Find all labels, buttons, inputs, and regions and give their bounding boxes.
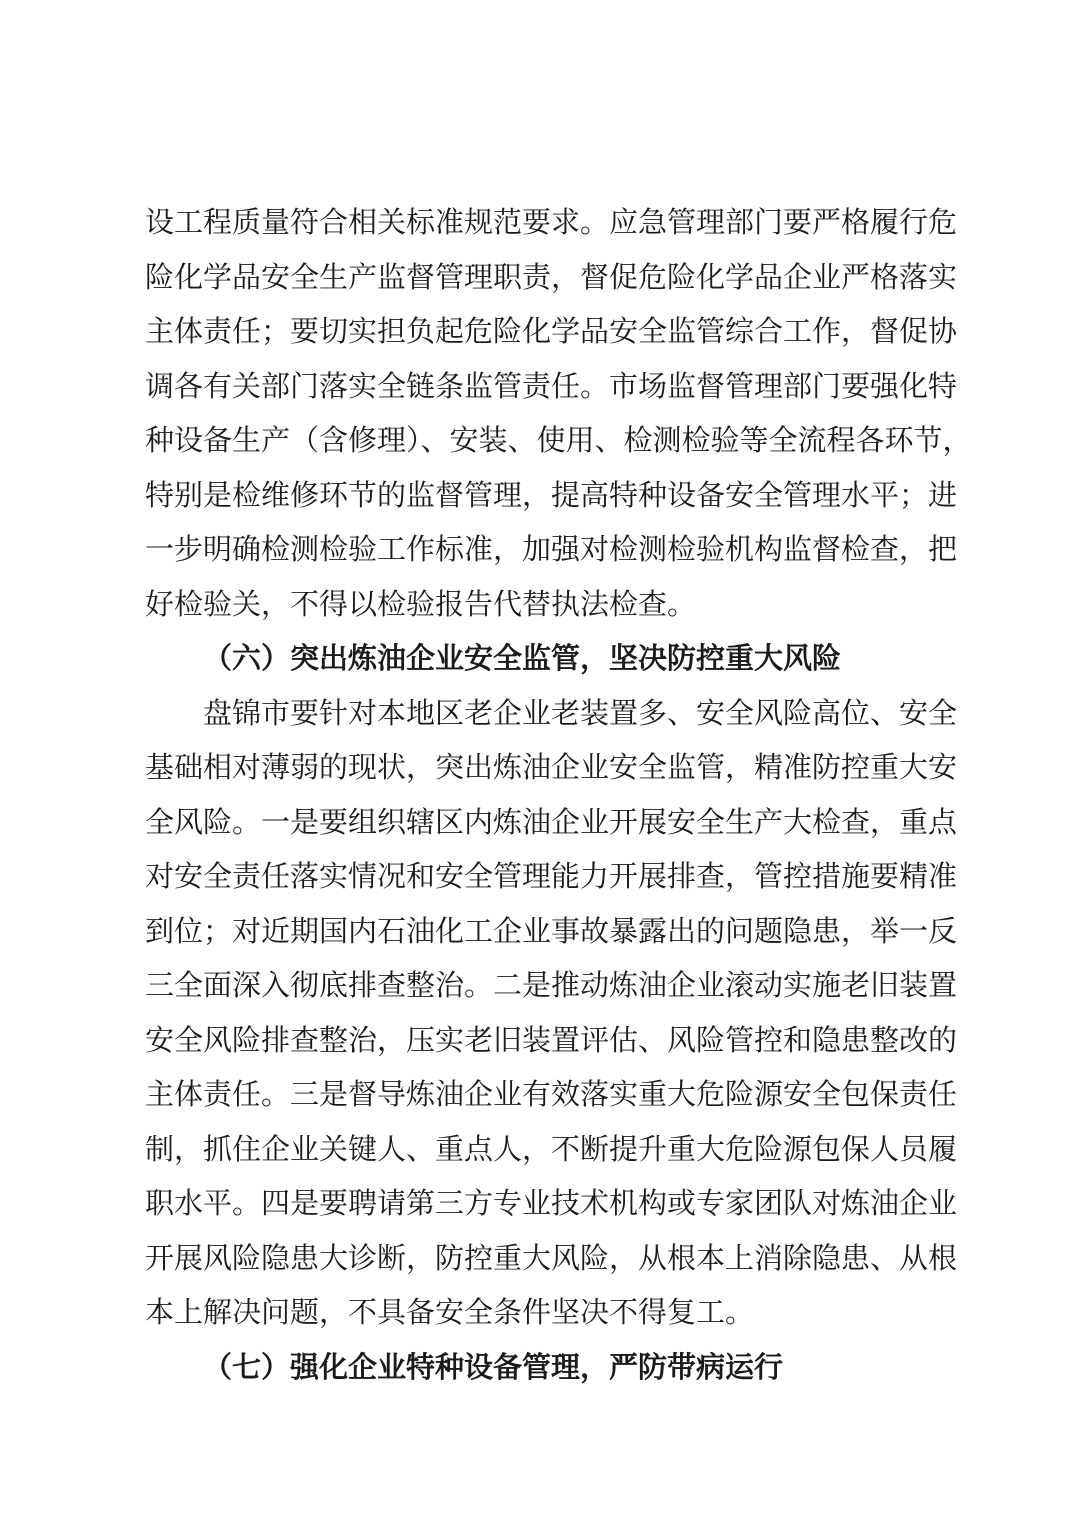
body-line: 主体责任。三是督导炼油企业有效落实重大危险源安全包保责任: [145, 1077, 958, 1111]
body-line: 到位；对近期国内石油化工企业事故暴露出的问题隐患，举一反: [145, 913, 958, 948]
body-line: 主体责任；要切实担负起危险化学品安全监管综合工作，督促协: [145, 314, 958, 348]
section-heading-six: （六）突出炼油企业安全监管，坚决防控重大风险: [203, 641, 842, 675]
body-line: 好检验关，不得以检验报告代替执法检查。: [145, 586, 697, 621]
body-line: 一步明确检测检验工作标准，加强对检测检验机构监督检查，把: [145, 532, 958, 566]
body-line: 安全风险排查整治，压实老旧装置评估、风险管控和隐患整改的: [145, 1022, 958, 1057]
body-line: 职水平。四是要聘请第三方专业技术机构或专家团队对炼油企业: [145, 1186, 958, 1220]
body-line: 调各有关部门落实全链条监管责任。市场监督管理部门要强化特: [145, 368, 958, 403]
body-line: 种设备生产（含修理）、安装、使用、检测检验等全流程各环节，: [145, 423, 972, 457]
body-line: 特别是检维修环节的监督管理，提高特种设备安全管理水平；进: [145, 477, 958, 512]
body-line: 险化学品安全生产监督管理职责，督促危险化学品企业严格落实: [145, 259, 958, 294]
body-line: 基础相对薄弱的现状，突出炼油企业安全监管，精准防控重大安: [145, 750, 958, 784]
document-body: [145, 195, 972, 1394]
section-heading-seven: （七）强化企业特种设备管理，严防带病运行: [203, 1349, 784, 1384]
body-line: 对安全责任落实情况和安全管理能力开展排查，管控措施要精准: [145, 859, 958, 893]
body-line: 设工程质量符合相关标准规范要求。应急管理部门要严格履行危: [145, 205, 958, 239]
body-line: 三全面深入彻底排查整治。二是推动炼油企业滚动实施老旧装置: [145, 968, 958, 1002]
body-line: 制，抓住企业关键人、重点人，不断提升重大危险源包保人员履: [145, 1131, 958, 1166]
body-line: 本上解决问题，不具备安全条件坚决不得复工。: [145, 1295, 755, 1329]
body-line: 全风险。一是要组织辖区内炼油企业开展安全生产大检查，重点: [145, 804, 958, 839]
body-line: 盘锦市要针对本地区老企业老装置多、安全风险高位、安全: [203, 695, 958, 730]
body-line: 开展风险隐患大诊断，防控重大风险，从根本上消除隐患、从根: [145, 1240, 958, 1275]
